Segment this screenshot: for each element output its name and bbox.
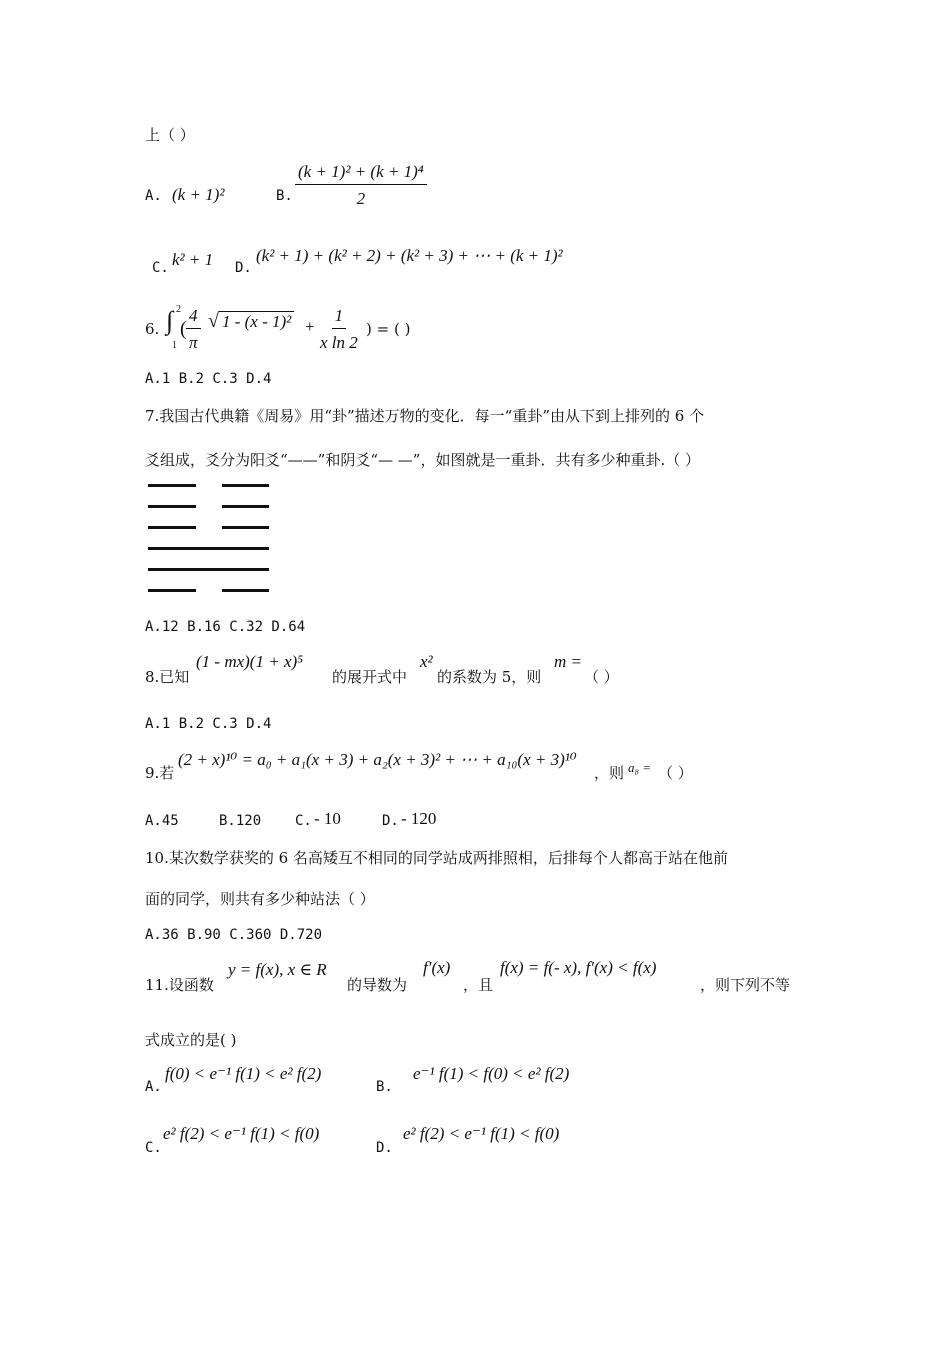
q6-sqrt-body: 1 - (x - 1)² xyxy=(219,311,294,331)
q9-tail: （ ） xyxy=(658,764,693,782)
q5-option-d-label: D. xyxy=(235,260,252,276)
q9-prefix: 9.若 xyxy=(145,764,175,782)
q10-line-2: 面的同学，则共有多少种站法（ ） xyxy=(145,890,375,908)
q6-open-paren: ( xyxy=(180,318,187,340)
q6-integral-upper: 2 xyxy=(176,304,181,315)
q6-options: A.1 B.2 C.3 D.4 xyxy=(145,371,272,387)
hexagram-yang-line-3 xyxy=(148,547,269,550)
q9-option-a: A.45 xyxy=(145,813,179,829)
q5-option-c-label: C. xyxy=(152,260,169,276)
q7-line-2: 爻组成，爻分为阳爻“——”和阴爻“— —”，如图就是一重卦．共有多少种重卦.（ ） xyxy=(145,451,700,469)
q11-option-b-expr: e⁻¹ f(1) < f(0) < e² f(2) xyxy=(413,1064,570,1083)
q11-option-b-label: B. xyxy=(376,1079,393,1095)
q11-mid-1: 的导数为 xyxy=(347,976,408,994)
q5-option-b-label: B. xyxy=(276,188,293,204)
q9-expression: (2 + x)¹⁰ = a₀ + a₁(x + 3) + a₂(x + 3)² + ⋯ + a₁₀(x + 3)¹⁰ xyxy=(178,750,577,769)
q5-option-c-expr: k² + 1 xyxy=(172,250,214,269)
q8-tail: （ ） xyxy=(584,668,619,686)
q5-option-d-expr: (k² + 1) + (k² + 2) + (k² + 3) + ⋯ + (k + 1)² xyxy=(256,246,563,265)
q5-tail: 上（ ） xyxy=(145,126,195,144)
q5-option-a-expr: (k + 1)² xyxy=(172,185,225,204)
q6-fraction-1-numerator: 4 xyxy=(186,306,201,329)
q11-option-c-expr: e² f(2) < e⁻¹ f(1) < f(0) xyxy=(163,1124,320,1143)
q6-fraction-2 xyxy=(320,306,358,353)
q6-fraction-1-denominator: π xyxy=(188,333,198,352)
q6-tail: ) = ( ) xyxy=(366,320,411,338)
q9-a8: a₈ = xyxy=(628,760,652,775)
q11-option-a-label: A. xyxy=(145,1079,162,1095)
q6-sqrt xyxy=(208,310,294,333)
hexagram-yang-line-2 xyxy=(148,568,269,571)
q11-condition: f(x) = f(- x), f′(x) < f(x) xyxy=(500,958,657,977)
q6-fraction-2-numerator: 1 xyxy=(332,306,347,329)
hexagram-yin-line-1-right xyxy=(222,589,269,592)
q6-integral-sign: ∫ xyxy=(166,306,174,335)
hexagram-yin-line-6-left xyxy=(148,484,196,487)
q9-mid: ，则 xyxy=(594,764,625,782)
q7-options: A.12 B.16 C.32 D.64 xyxy=(145,619,306,635)
q8-x-squared: x² xyxy=(420,652,433,671)
q11-function: y = f(x), x ∈ R xyxy=(228,960,327,979)
q11-mid-2: ，且 xyxy=(463,976,494,994)
q9-option-d-label: D. xyxy=(382,813,399,829)
q9-option-d-value: - 120 xyxy=(401,809,437,828)
q9-option-b: B.120 xyxy=(219,813,262,829)
q8-mid-2: 的系数为 5，则 xyxy=(437,668,542,686)
q5-option-b-denominator: 2 xyxy=(356,189,366,208)
hexagram-yin-line-1-left xyxy=(148,589,196,592)
q5-option-a-label: A. xyxy=(145,188,162,204)
q6-number: 6. xyxy=(145,320,160,338)
q5-option-b-numerator: (k + 1)² + (k + 1)⁴ xyxy=(295,162,427,185)
q7-line-1: 7.我国古代典籍《周易》用“卦”描述万物的变化．每一“重卦”由从下到上排列的 6 个 xyxy=(145,407,705,425)
hexagram-yin-line-5-right xyxy=(222,505,269,508)
q8-options: A.1 B.2 C.3 D.4 xyxy=(145,716,272,732)
q10-line-1: 10.某次数学获奖的 6 名高矮互不相同的同学站成两排照相，后排每个人都高于站在他前 xyxy=(145,849,728,867)
q10-options: A.36 B.90 C.360 D.720 xyxy=(145,927,323,943)
q11-option-d-label: D. xyxy=(376,1140,393,1156)
q11-line-2: 式成立的是( ) xyxy=(145,1031,237,1049)
q9-option-c-value: - 10 xyxy=(314,809,341,828)
hexagram-yin-line-5-left xyxy=(148,505,196,508)
q8-expression: (1 - mx)(1 + x)⁵ xyxy=(196,652,304,671)
hexagram-yin-line-4-left xyxy=(148,526,196,529)
q6-fraction-2-denominator: x ln 2 xyxy=(320,333,358,352)
q8-mid-1: 的展开式中 xyxy=(332,668,408,686)
hexagram-yin-line-6-right xyxy=(222,484,269,487)
q6-plus: + xyxy=(305,317,315,336)
q6-sqrt-sign: √ xyxy=(208,310,219,332)
q11-derivative: f′(x) xyxy=(423,958,451,977)
q11-option-c-label: C. xyxy=(145,1140,162,1156)
q11-option-a-expr: f(0) < e⁻¹ f(1) < e² f(2) xyxy=(165,1064,322,1083)
q9-option-c-label: C. xyxy=(295,813,312,829)
q8-prefix: 8.已知 xyxy=(145,668,190,686)
q11-prefix: 11.设函数 xyxy=(145,976,214,994)
q5-option-b-fraction xyxy=(295,162,427,209)
q11-option-d-expr: e² f(2) < e⁻¹ f(1) < f(0) xyxy=(403,1124,560,1143)
hexagram-yin-line-4-right xyxy=(222,526,269,529)
q6-fraction-1 xyxy=(186,306,201,353)
q11-tail: ，则下列不等 xyxy=(700,976,791,994)
q8-m: m = xyxy=(554,652,582,671)
q6-integral-lower: 1 xyxy=(172,340,177,351)
